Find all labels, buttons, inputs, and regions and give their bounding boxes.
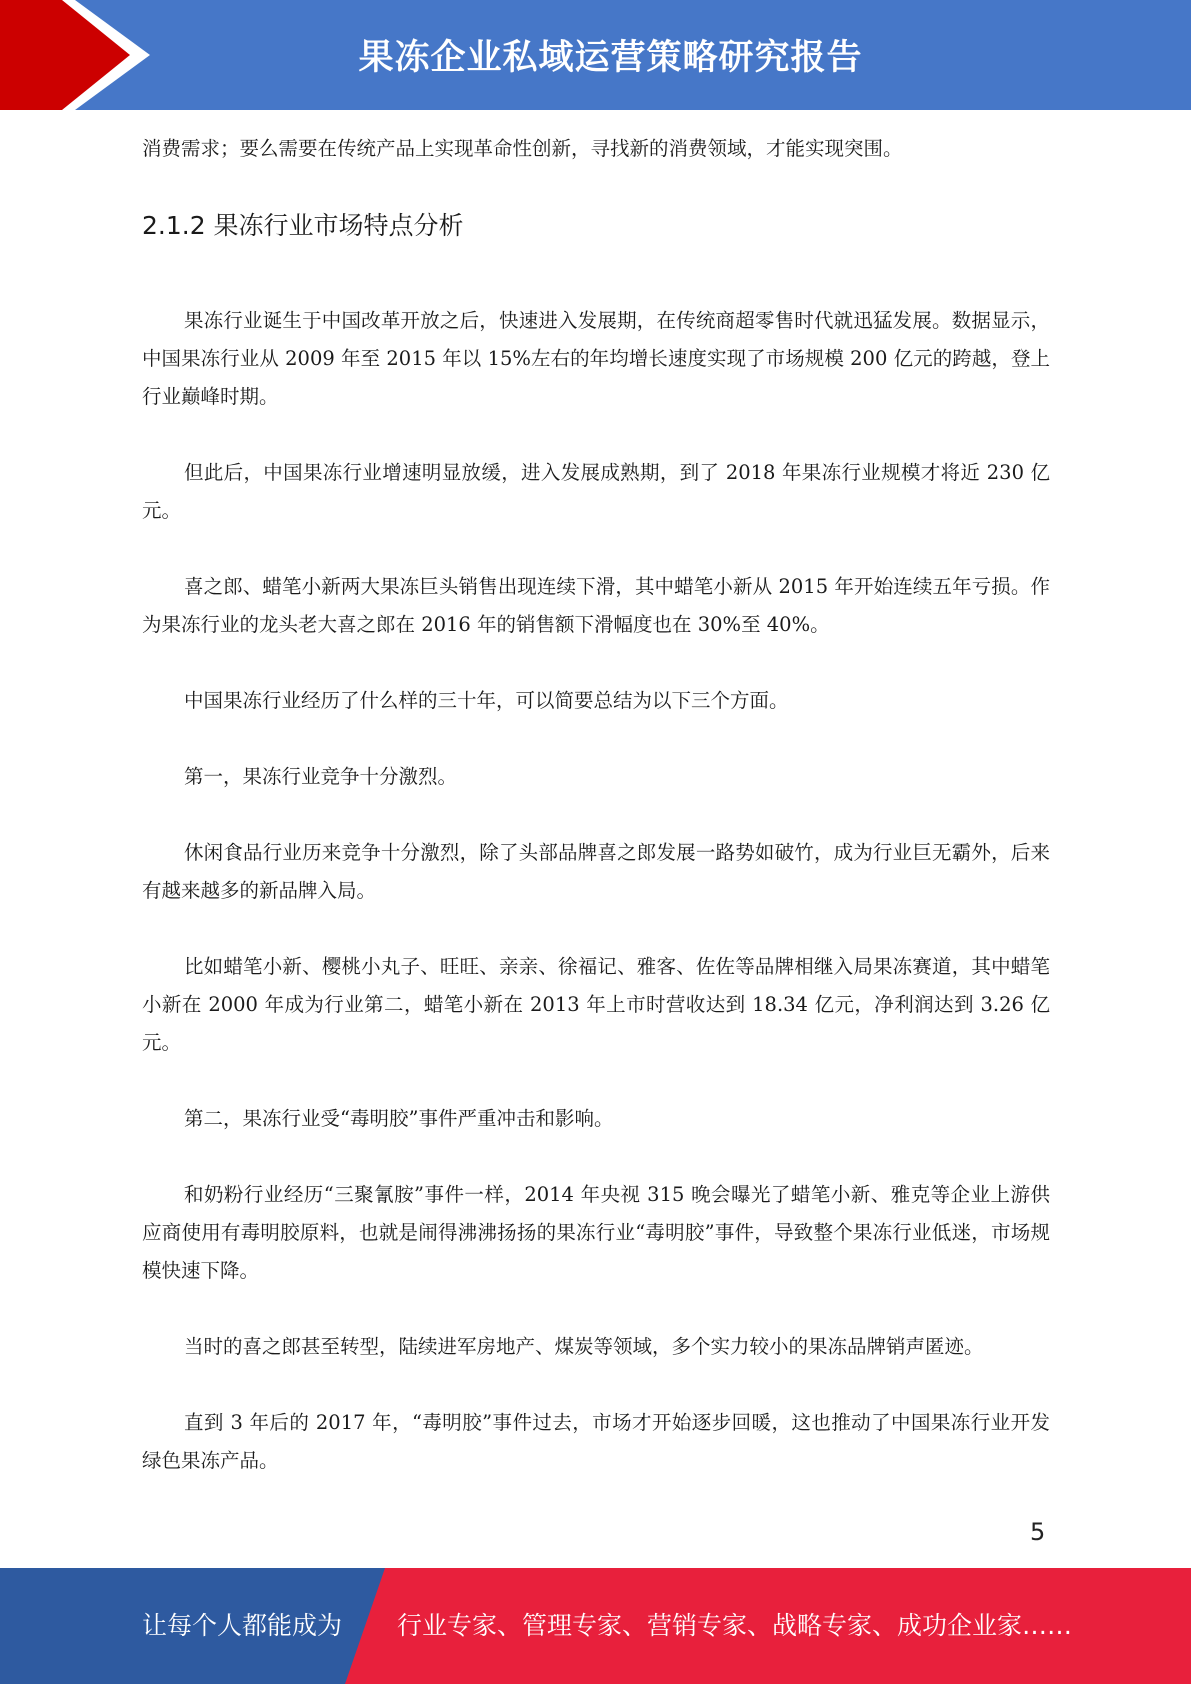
paragraph: 但此后，中国果冻行业增速明显放缓，进入发展成熟期，到了 2018 年果冻行业规模才将近 230 亿元。 bbox=[142, 461, 1050, 522]
paragraph: 和奶粉行业经历“三聚氰胺”事件一样，2014 年央视 315 晚会曝光了蜡笔小新、雅克等企业上游供应商使用有毒明胶原料，也就是闹得沸沸扬扬的果冻行业“毒明胶”事件，导致整个果冻行业低迷，市场规模快速下降。 bbox=[142, 1183, 1050, 1282]
paragraph: 中国果冻行业经历了什么样的三十年，可以简要总结为以下三个方面。 bbox=[184, 689, 789, 712]
paragraph: 喜之郎、蜡笔小新两大果冻巨头销售出现连续下滑，其中蜡笔小新从 2015 年开始连续五年亏损。作为果冻行业的龙头老大喜之郎在 2016 年的销售额下滑幅度也在 30%至 40%。 bbox=[142, 575, 1050, 636]
paragraph: 当时的喜之郎甚至转型，陆续进军房地产、煤炭等领域，多个实力较小的果冻品牌销声匿迹。 bbox=[184, 1335, 984, 1358]
paragraph: 比如蜡笔小新、樱桃小丸子、旺旺、亲亲、徐福记、雅客、佐佐等品牌相继入局果冻赛道，其中蜡笔小新在 2000 年成为行业第二，蜡笔小新在 2013 年上市时营收达到 18.34 亿元，净利润达到 3.26 亿元。 bbox=[142, 955, 1050, 1054]
page-content bbox=[142, 130, 1050, 1518]
paragraph: 第二，果冻行业受“毒明胶”事件严重冲击和影响。 bbox=[184, 1107, 614, 1130]
page-header bbox=[0, 0, 1191, 110]
report-title: 果冻企业私域运营策略研究报告 bbox=[358, 38, 863, 78]
page-number: 5 bbox=[1030, 1518, 1046, 1546]
paragraph: 直到 3 年后的 2017 年，“毒明胶”事件过去，市场才开始逐步回暖，这也推动了中国果冻行业开发绿色果冻产品。 bbox=[142, 1411, 1050, 1472]
paragraph: 第一，果冻行业竞争十分激烈。 bbox=[184, 765, 458, 788]
footer-slogan-right: 行业专家、管理专家、营销专家、战略专家、成功企业家…… bbox=[397, 1611, 1073, 1640]
intro-paragraph: 消费需求；要么需要在传统产品上实现革命性创新，寻找新的消费领域，才能实现突围。 bbox=[142, 137, 903, 160]
paragraph: 休闲食品行业历来竞争十分激烈，除了头部品牌喜之郎发展一路势如破竹，成为行业巨无霸外，后来有越来越多的新品牌入局。 bbox=[142, 841, 1050, 902]
footer-slogan-left: 让每个人都能成为 bbox=[142, 1611, 343, 1640]
page-footer bbox=[0, 1568, 1191, 1684]
section-heading: 2.1.2 果冻行业市场特点分析 bbox=[142, 211, 464, 240]
paragraph: 果冻行业诞生于中国改革开放之后，快速进入发展期，在传统商超零售时代就迅猛发展。数据显示，中国果冻行业从 2009 年至 2015 年以 15%左右的年均增长速度实现了市场规模 200 亿元的跨越，登上行业巅峰时期。 bbox=[142, 309, 1050, 408]
